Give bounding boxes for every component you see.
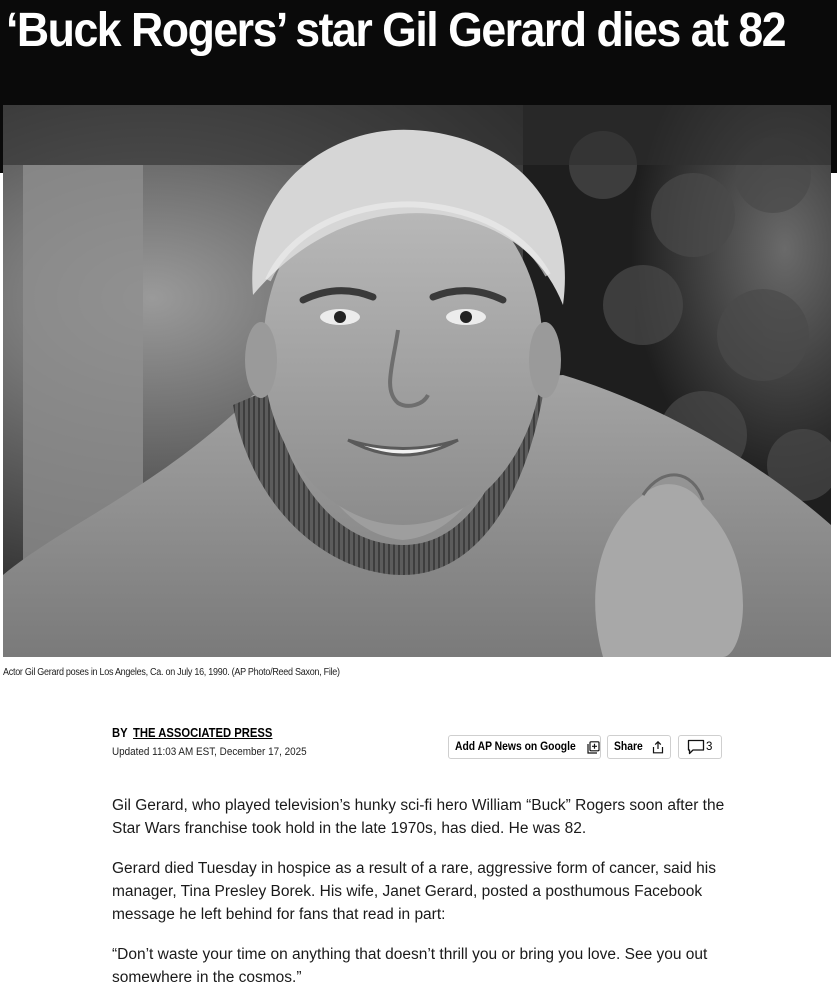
byline-prefix: BY bbox=[112, 726, 128, 740]
article-paragraph: “Don’t waste your time on anything that doesn’t thrill you or bring you love. See you out somewhere in the cosmos.” bbox=[112, 946, 708, 986]
byline bbox=[112, 725, 272, 741]
share-icon bbox=[652, 741, 664, 754]
author-link[interactable]: THE ASSOCIATED PRESS bbox=[133, 726, 273, 740]
add-ap-news-on-google-label: Add AP News on Google bbox=[455, 741, 576, 753]
add-source-icon bbox=[587, 741, 600, 754]
share-label: Share bbox=[614, 741, 643, 753]
updated-timestamp: Updated 11:03 AM EST, December 17, 2025 bbox=[112, 746, 307, 758]
page-title: ‘Buck Rogers’ star Gil Gerard dies at 82 bbox=[6, 4, 786, 57]
comment-icon bbox=[687, 739, 705, 755]
article-paragraph: Gil Gerard, who played television’s hunky sci-fi hero William “Buck” Rogers soon after the Star Wars franchise took hold in the late 1970s, has died. He was 82. bbox=[112, 797, 725, 837]
hero-photo[interactable] bbox=[3, 105, 831, 657]
article-body bbox=[112, 794, 737, 1006]
article-paragraph: Gerard died Tuesday in hospice as a result of a rare, aggressive form of cancer, said his manager, Tina Presley Borek. His wife, Janet Gerard, posted a posthumous Facebook message he left behind for fans that read in part: bbox=[112, 860, 716, 923]
comments-button[interactable] bbox=[678, 735, 722, 759]
share-button[interactable] bbox=[607, 735, 671, 759]
photo-caption: Actor Gil Gerard poses in Los Angeles, Ca. on July 16, 1990. (AP Photo/Reed Saxon, File) bbox=[3, 667, 340, 678]
portrait-illustration bbox=[3, 105, 831, 657]
headline-bar bbox=[0, 0, 837, 105]
comment-count: 3 bbox=[706, 741, 713, 753]
headline-bar-edge-right bbox=[830, 105, 837, 173]
add-ap-news-on-google-button[interactable] bbox=[448, 735, 601, 759]
